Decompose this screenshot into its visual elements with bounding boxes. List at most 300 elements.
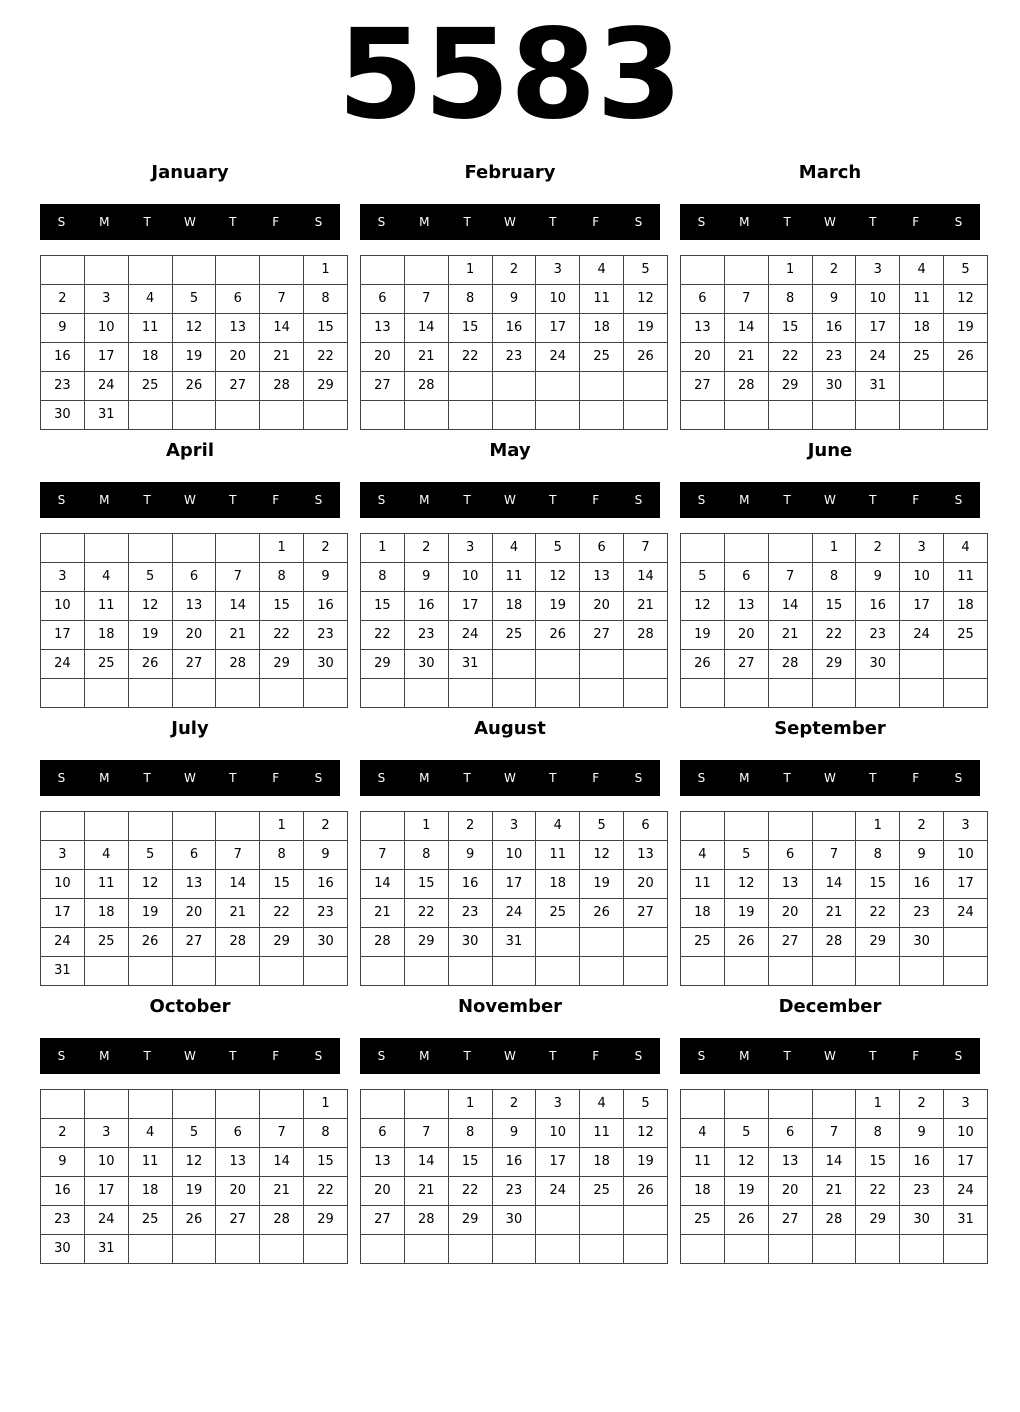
day-cell [128, 256, 172, 285]
day-cell [624, 928, 668, 957]
week-row [361, 1235, 668, 1264]
weekday-label: S [377, 215, 386, 229]
day-cell: 4 [580, 256, 624, 285]
weekday-label: T [143, 493, 151, 507]
day-cell: 23 [41, 1206, 85, 1235]
day-cell: 21 [216, 899, 260, 928]
day-cell: 18 [681, 1177, 725, 1206]
day-grid [40, 811, 348, 986]
day-cell: 5 [536, 534, 580, 563]
weekday-label: M [99, 1049, 110, 1063]
day-cell [304, 1235, 348, 1264]
week-row [681, 401, 988, 430]
weekday-label: S [57, 1049, 66, 1063]
weekday-label: T [549, 771, 557, 785]
day-cell: 28 [216, 650, 260, 679]
day-cell: 13 [361, 314, 405, 343]
weekday-label: F [592, 1049, 600, 1063]
day-cell: 27 [361, 1206, 405, 1235]
week-row [681, 1148, 988, 1177]
day-cell [361, 401, 405, 430]
day-cell: 27 [361, 372, 405, 401]
weekday-label: M [419, 1049, 430, 1063]
day-cell [448, 401, 492, 430]
day-cell: 12 [172, 314, 216, 343]
day-cell: 30 [404, 650, 448, 679]
day-cell: 16 [812, 314, 856, 343]
day-cell [580, 928, 624, 957]
day-cell: 7 [724, 285, 768, 314]
week-row [681, 285, 988, 314]
week-row [361, 812, 668, 841]
weekday-label: S [57, 771, 66, 785]
day-cell: 14 [624, 563, 668, 592]
day-cell [536, 928, 580, 957]
weekday-label: S [634, 1049, 643, 1063]
day-cell: 24 [492, 899, 536, 928]
day-cell [41, 256, 85, 285]
day-cell: 18 [900, 314, 944, 343]
day-cell [580, 650, 624, 679]
week-row [361, 1090, 668, 1119]
day-cell [856, 957, 900, 986]
day-cell: 16 [304, 592, 348, 621]
day-cell: 15 [768, 314, 812, 343]
day-cell: 7 [260, 1119, 304, 1148]
day-cell [404, 679, 448, 708]
day-cell: 4 [492, 534, 536, 563]
day-cell: 14 [260, 1148, 304, 1177]
day-cell: 20 [172, 621, 216, 650]
day-cell: 2 [41, 285, 85, 314]
day-cell: 26 [536, 621, 580, 650]
day-cell: 18 [128, 343, 172, 372]
day-cell [900, 1235, 944, 1264]
day-cell: 29 [304, 1206, 348, 1235]
day-cell: 18 [580, 314, 624, 343]
day-cell [172, 957, 216, 986]
weekday-label: F [592, 771, 600, 785]
day-cell: 24 [944, 899, 988, 928]
day-cell: 13 [216, 1148, 260, 1177]
day-cell: 1 [404, 812, 448, 841]
day-cell [944, 1235, 988, 1264]
day-cell: 26 [944, 343, 988, 372]
day-cell: 9 [492, 1119, 536, 1148]
day-cell: 30 [304, 650, 348, 679]
day-cell: 4 [128, 1119, 172, 1148]
week-row [681, 314, 988, 343]
day-cell: 2 [856, 534, 900, 563]
weekday-label: T [143, 771, 151, 785]
day-cell [172, 256, 216, 285]
weekday-header [40, 1038, 340, 1074]
day-cell [128, 679, 172, 708]
day-cell [812, 812, 856, 841]
day-cell: 9 [41, 314, 85, 343]
day-cell: 19 [128, 621, 172, 650]
day-cell: 19 [536, 592, 580, 621]
weekday-label: W [824, 1049, 836, 1063]
day-cell: 8 [768, 285, 812, 314]
weekday-label: T [143, 215, 151, 229]
day-cell: 25 [681, 928, 725, 957]
day-cell: 27 [624, 899, 668, 928]
day-cell: 10 [448, 563, 492, 592]
day-cell: 16 [900, 1148, 944, 1177]
weekday-label: W [824, 215, 836, 229]
day-cell [404, 401, 448, 430]
day-cell: 10 [536, 285, 580, 314]
weekday-label: T [463, 1049, 471, 1063]
day-cell: 25 [128, 1206, 172, 1235]
day-cell: 19 [172, 343, 216, 372]
day-cell: 28 [768, 650, 812, 679]
weekday-label: T [783, 215, 791, 229]
day-cell: 30 [812, 372, 856, 401]
weekday-label: M [739, 771, 750, 785]
day-cell: 24 [84, 1206, 128, 1235]
day-cell: 26 [724, 1206, 768, 1235]
week-row [41, 372, 348, 401]
day-cell: 24 [536, 343, 580, 372]
week-row [681, 899, 988, 928]
day-cell: 8 [856, 841, 900, 870]
day-cell: 17 [492, 870, 536, 899]
day-cell: 15 [448, 1148, 492, 1177]
day-cell [768, 401, 812, 430]
day-cell [216, 401, 260, 430]
day-cell: 19 [580, 870, 624, 899]
day-cell: 12 [624, 1119, 668, 1148]
day-cell: 26 [172, 1206, 216, 1235]
day-cell [768, 812, 812, 841]
day-cell: 26 [128, 650, 172, 679]
day-cell [260, 1235, 304, 1264]
day-cell: 18 [84, 621, 128, 650]
weekday-label: F [912, 771, 920, 785]
week-row [361, 650, 668, 679]
weekday-label: W [504, 215, 516, 229]
month-name: October [149, 996, 231, 1017]
day-cell [768, 1090, 812, 1119]
day-cell: 26 [624, 1177, 668, 1206]
weekday-header [360, 482, 660, 518]
day-cell: 28 [404, 1206, 448, 1235]
day-cell: 28 [216, 928, 260, 957]
day-cell: 31 [84, 401, 128, 430]
week-row [681, 650, 988, 679]
day-cell: 30 [856, 650, 900, 679]
day-cell: 22 [404, 899, 448, 928]
day-cell: 26 [128, 928, 172, 957]
day-cell: 19 [724, 899, 768, 928]
day-cell [724, 1235, 768, 1264]
day-cell: 18 [128, 1177, 172, 1206]
day-cell [856, 1235, 900, 1264]
day-cell: 28 [812, 928, 856, 957]
day-cell [492, 372, 536, 401]
weekday-label: S [57, 493, 66, 507]
day-cell: 21 [812, 1177, 856, 1206]
day-grid [360, 1089, 668, 1264]
day-cell [172, 812, 216, 841]
day-cell [812, 401, 856, 430]
day-cell: 6 [361, 1119, 405, 1148]
day-cell: 9 [304, 841, 348, 870]
weekday-label: W [824, 771, 836, 785]
week-row [361, 1206, 668, 1235]
day-cell: 25 [944, 621, 988, 650]
day-cell: 10 [41, 592, 85, 621]
day-cell: 13 [624, 841, 668, 870]
day-cell: 6 [172, 563, 216, 592]
day-cell: 21 [768, 621, 812, 650]
day-cell: 6 [216, 1119, 260, 1148]
day-cell: 23 [448, 899, 492, 928]
day-grid [680, 811, 988, 986]
week-row [41, 957, 348, 986]
day-cell: 23 [41, 372, 85, 401]
day-cell: 31 [944, 1206, 988, 1235]
day-cell: 17 [536, 314, 580, 343]
day-cell: 14 [404, 314, 448, 343]
day-cell [172, 1090, 216, 1119]
day-cell: 27 [681, 372, 725, 401]
weekday-label: S [954, 493, 963, 507]
day-cell [216, 957, 260, 986]
day-cell [768, 679, 812, 708]
weekday-label: F [272, 771, 280, 785]
day-cell [216, 679, 260, 708]
day-cell: 30 [900, 1206, 944, 1235]
day-cell: 5 [128, 563, 172, 592]
day-cell: 19 [724, 1177, 768, 1206]
day-cell: 6 [768, 1119, 812, 1148]
weekday-label: F [912, 493, 920, 507]
month-name: December [778, 996, 882, 1017]
week-row [41, 621, 348, 650]
day-cell: 22 [260, 899, 304, 928]
day-cell [492, 957, 536, 986]
week-row [681, 534, 988, 563]
day-cell: 13 [172, 592, 216, 621]
day-cell: 26 [172, 372, 216, 401]
day-cell [624, 1206, 668, 1235]
day-cell: 3 [944, 812, 988, 841]
day-cell: 21 [624, 592, 668, 621]
day-cell: 9 [812, 285, 856, 314]
day-cell: 1 [304, 1090, 348, 1119]
day-cell: 9 [900, 1119, 944, 1148]
day-cell [404, 256, 448, 285]
week-row [41, 870, 348, 899]
day-cell: 13 [361, 1148, 405, 1177]
day-cell: 20 [216, 1177, 260, 1206]
day-cell: 9 [492, 285, 536, 314]
day-cell: 1 [361, 534, 405, 563]
day-cell: 2 [900, 812, 944, 841]
day-cell [216, 1090, 260, 1119]
day-cell: 15 [304, 314, 348, 343]
day-cell: 15 [304, 1148, 348, 1177]
weekday-label: S [954, 215, 963, 229]
day-cell [944, 679, 988, 708]
day-cell: 20 [768, 1177, 812, 1206]
day-cell: 8 [260, 841, 304, 870]
day-cell: 24 [41, 650, 85, 679]
week-row [41, 812, 348, 841]
day-cell [580, 679, 624, 708]
day-cell: 5 [724, 841, 768, 870]
day-cell: 14 [812, 870, 856, 899]
year-title: 5583 [337, 3, 683, 147]
day-cell: 16 [41, 343, 85, 372]
day-cell: 27 [216, 372, 260, 401]
day-cell: 24 [84, 372, 128, 401]
week-row [41, 314, 348, 343]
weekday-label: S [377, 1049, 386, 1063]
day-cell: 8 [856, 1119, 900, 1148]
week-row [681, 1177, 988, 1206]
day-cell: 26 [624, 343, 668, 372]
day-cell [812, 679, 856, 708]
day-cell: 15 [812, 592, 856, 621]
day-cell: 10 [41, 870, 85, 899]
day-cell [41, 812, 85, 841]
day-cell [448, 1235, 492, 1264]
day-cell: 4 [681, 1119, 725, 1148]
day-cell: 31 [448, 650, 492, 679]
week-row [361, 621, 668, 650]
day-cell: 2 [812, 256, 856, 285]
weekday-label: S [634, 215, 643, 229]
weekday-label: M [739, 215, 750, 229]
day-cell: 12 [944, 285, 988, 314]
day-cell: 5 [944, 256, 988, 285]
month-name: June [807, 440, 853, 461]
day-cell [624, 401, 668, 430]
day-cell [812, 957, 856, 986]
day-cell [41, 534, 85, 563]
weekday-label: S [377, 493, 386, 507]
week-row [361, 563, 668, 592]
day-cell [944, 372, 988, 401]
day-cell: 23 [304, 899, 348, 928]
day-cell [681, 401, 725, 430]
weekday-header [360, 760, 660, 796]
weekday-label: S [634, 493, 643, 507]
day-cell [492, 650, 536, 679]
day-cell: 23 [812, 343, 856, 372]
day-cell [681, 679, 725, 708]
week-row [361, 372, 668, 401]
weekday-label: M [419, 771, 430, 785]
week-row [41, 1235, 348, 1264]
day-cell [624, 679, 668, 708]
weekday-header [680, 482, 980, 518]
day-cell: 29 [260, 650, 304, 679]
day-cell: 1 [260, 812, 304, 841]
day-cell: 25 [492, 621, 536, 650]
day-cell: 16 [856, 592, 900, 621]
day-cell: 2 [900, 1090, 944, 1119]
day-cell: 9 [41, 1148, 85, 1177]
day-cell: 25 [84, 650, 128, 679]
day-cell [580, 372, 624, 401]
weekday-label: S [697, 1049, 706, 1063]
day-cell: 13 [768, 1148, 812, 1177]
weekday-label: W [184, 1049, 196, 1063]
day-cell: 16 [492, 1148, 536, 1177]
day-cell: 3 [84, 285, 128, 314]
day-cell [84, 679, 128, 708]
week-row [41, 401, 348, 430]
day-cell: 7 [812, 841, 856, 870]
day-cell [812, 1090, 856, 1119]
day-cell: 3 [856, 256, 900, 285]
weekday-label: M [739, 493, 750, 507]
weekday-label: W [504, 771, 516, 785]
day-cell [260, 679, 304, 708]
day-cell: 6 [580, 534, 624, 563]
day-cell: 8 [260, 563, 304, 592]
day-cell [681, 256, 725, 285]
day-cell [681, 534, 725, 563]
day-cell: 31 [84, 1235, 128, 1264]
week-row [41, 256, 348, 285]
day-cell [128, 812, 172, 841]
day-cell: 2 [304, 534, 348, 563]
day-cell: 13 [681, 314, 725, 343]
day-cell: 12 [536, 563, 580, 592]
weekday-label: F [272, 493, 280, 507]
week-row [41, 1177, 348, 1206]
day-cell: 11 [536, 841, 580, 870]
weekday-label: S [954, 1049, 963, 1063]
day-cell [216, 812, 260, 841]
day-cell: 3 [944, 1090, 988, 1119]
day-cell: 8 [304, 285, 348, 314]
day-cell: 18 [536, 870, 580, 899]
day-cell: 7 [216, 563, 260, 592]
day-cell [580, 1235, 624, 1264]
month-name: April [165, 440, 215, 461]
week-row [41, 1119, 348, 1148]
day-cell [128, 1235, 172, 1264]
day-cell [361, 1090, 405, 1119]
day-cell: 2 [41, 1119, 85, 1148]
day-cell: 3 [41, 841, 85, 870]
day-cell [624, 372, 668, 401]
day-cell: 24 [41, 928, 85, 957]
day-cell: 11 [492, 563, 536, 592]
weekday-label: M [99, 493, 110, 507]
day-cell [724, 401, 768, 430]
day-cell [216, 256, 260, 285]
day-cell: 20 [361, 1177, 405, 1206]
day-cell: 3 [900, 534, 944, 563]
day-cell: 19 [128, 899, 172, 928]
day-cell: 15 [448, 314, 492, 343]
day-cell: 17 [900, 592, 944, 621]
week-row [41, 285, 348, 314]
day-cell: 7 [260, 285, 304, 314]
day-cell: 6 [724, 563, 768, 592]
day-cell [768, 957, 812, 986]
week-row [361, 928, 668, 957]
day-cell: 20 [681, 343, 725, 372]
